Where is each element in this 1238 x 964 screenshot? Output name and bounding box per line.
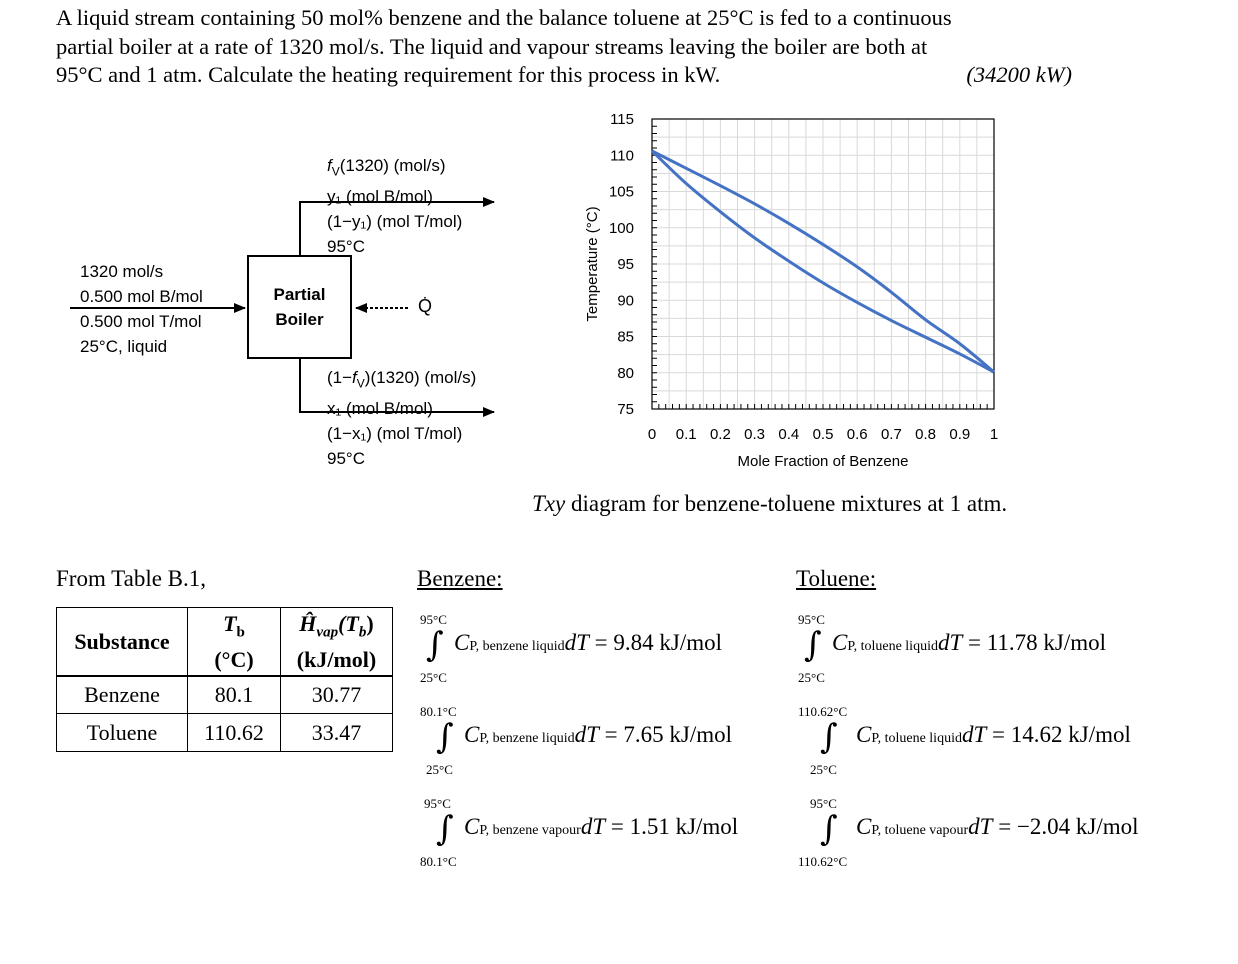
x-axis-label: Mole Fraction of Benzene bbox=[737, 453, 909, 470]
liquid-rate: $(1-f_V)(1320)$ (mol/s) bbox=[327, 368, 477, 391]
integral-sign-glyph: ∫ bbox=[820, 717, 838, 757]
flowsheet-arrows bbox=[0, 0, 620, 480]
integral-expression bbox=[856, 814, 1139, 840]
toluene-heading: Toluene: bbox=[796, 566, 877, 591]
integral-sign-glyph: ∫ bbox=[426, 625, 444, 665]
chart-caption-rest: diagram for benzene-toluene mixtures at 1 atm. bbox=[565, 491, 1008, 516]
integral-lower-limit: 110.62°C bbox=[798, 854, 848, 869]
vapour-stream-labels bbox=[327, 153, 462, 259]
integral-sign-glyph: ∫ bbox=[804, 625, 822, 665]
integral-upper-limit: 110.62°C bbox=[798, 704, 848, 719]
cp-subscript: P, benzene liquid bbox=[479, 731, 575, 746]
liquid-temperature: 95°C bbox=[327, 449, 365, 469]
problem-line-2: partial boiler at a rate of 1320 mol/s. The liquid and vapour streams leaving the boiler are both at bbox=[56, 33, 928, 59]
heat-label: Q̇ bbox=[418, 296, 433, 316]
feed-benzene: 0.500 mol B/mol bbox=[80, 287, 203, 306]
x-tick-label: 0.7 bbox=[880, 426, 902, 443]
cp-subscript: P, benzene liquid bbox=[469, 639, 565, 654]
chart-caption-italic: Txy bbox=[532, 491, 566, 516]
integral-expression bbox=[454, 630, 722, 656]
feed-stream-labels bbox=[80, 259, 203, 359]
property-table bbox=[56, 607, 393, 752]
dt-symbol: dT bbox=[968, 814, 993, 839]
x-tick-label: 0.5 bbox=[812, 426, 834, 443]
header-b-sub: b bbox=[236, 623, 245, 640]
integral-upper-limit: 80.1°C bbox=[420, 704, 457, 719]
integral-upper-limit: 95°C bbox=[798, 612, 825, 627]
cp-symbol: C bbox=[832, 630, 848, 655]
header-unit-c: (°C) bbox=[214, 646, 254, 672]
vapour-rate: $f_V(1320)$ (mol/s) bbox=[327, 156, 446, 179]
integral-expression bbox=[464, 814, 738, 840]
vapour-toluene: (1−y₁) (mol T/mol) bbox=[327, 212, 463, 232]
table-row bbox=[57, 676, 393, 714]
y-tick-label: 95 bbox=[617, 256, 634, 273]
cell-benzene-hvap: 30.77 bbox=[281, 676, 393, 714]
cp-symbol: C bbox=[464, 722, 480, 747]
y-tick-label: 85 bbox=[617, 328, 634, 346]
integral-result: = −2.04 kJ/mol bbox=[992, 814, 1139, 839]
header-h: Ĥ bbox=[299, 610, 317, 636]
feed-toluene: 0.500 mol T/mol bbox=[80, 312, 202, 331]
integral-result: = 14.62 kJ/mol bbox=[986, 722, 1131, 747]
x-tick-label: 0.1 bbox=[675, 426, 697, 443]
y-tick-label: 110 bbox=[610, 147, 634, 165]
chart-caption bbox=[532, 491, 1007, 517]
y-tick-label: 100 bbox=[608, 219, 634, 237]
boiler-label-2: Boiler bbox=[275, 310, 324, 329]
integral-lower-limit: 25°C bbox=[798, 670, 825, 685]
header-vap-sub: vap bbox=[316, 623, 339, 640]
table-intro: From Table B.1, bbox=[56, 566, 207, 591]
integral-result: = 9.84 kJ/mol bbox=[588, 630, 722, 655]
cell-toluene-tb: 110.62 bbox=[188, 714, 281, 752]
integral-lower-limit: 25°C bbox=[426, 762, 453, 777]
x-tick-label: 0.8 bbox=[915, 426, 937, 443]
header-unit-kj: (kJ/mol) bbox=[296, 646, 377, 672]
dt-symbol: dT bbox=[574, 722, 599, 747]
integral-sign-glyph: ∫ bbox=[820, 809, 838, 849]
boiler-label-1: Partial bbox=[273, 285, 326, 304]
dt-symbol: dT bbox=[937, 630, 963, 655]
header-boiling-point bbox=[188, 608, 281, 676]
header-t-paren: (T bbox=[338, 610, 359, 636]
x-tick-label: 0.9 bbox=[949, 426, 971, 443]
integral-lower-limit: 25°C bbox=[420, 670, 447, 685]
cell-benzene-tb: 80.1 bbox=[188, 676, 281, 714]
feed-condition: 25°C, liquid bbox=[80, 337, 168, 356]
vapour-temperature: 95°C bbox=[327, 237, 365, 257]
partial-boiler-unit bbox=[247, 255, 352, 359]
header-close-paren: ) bbox=[366, 610, 374, 636]
integral-result: = 11.78 kJ/mol bbox=[962, 630, 1107, 655]
x-tick-label: 1 bbox=[989, 426, 999, 443]
integral-sign-glyph: ∫ bbox=[436, 809, 454, 849]
x-tick-label: 0.4 bbox=[778, 426, 800, 443]
x-tick-label: 0.6 bbox=[846, 426, 868, 443]
integral-expression bbox=[832, 630, 1106, 656]
x-tick-label: 0 bbox=[647, 426, 657, 443]
integral-expression bbox=[856, 722, 1131, 748]
integral-sign-glyph: ∫ bbox=[436, 717, 454, 757]
y-tick-label: 80 bbox=[617, 364, 634, 382]
header-enthalpy bbox=[281, 608, 393, 676]
header-t: T bbox=[223, 610, 237, 636]
liquid-toluene: (1−x₁) (mol T/mol) bbox=[327, 424, 463, 444]
integral-lower-limit: 25°C bbox=[810, 762, 837, 777]
benzene-heading: Benzene: bbox=[417, 566, 503, 591]
x-tick-label: 0.3 bbox=[744, 426, 766, 443]
cell-benzene-name: Benzene bbox=[57, 676, 188, 714]
cp-subscript: P, toluene liquid bbox=[847, 639, 938, 654]
cell-toluene-name: Toluene bbox=[57, 714, 188, 752]
integral-upper-limit: 95°C bbox=[424, 796, 451, 811]
integral-lower-limit: 80.1°C bbox=[420, 854, 457, 869]
liquid-benzene: x₁ (mol B/mol) bbox=[327, 399, 433, 419]
cell-toluene-hvap: 33.47 bbox=[281, 714, 393, 752]
cp-subscript: P, benzene vapour bbox=[479, 823, 581, 838]
vapour-benzene: y₁ (mol B/mol) bbox=[327, 187, 433, 207]
cp-subscript: P, toluene vapour bbox=[871, 823, 969, 838]
y-tick-label: 90 bbox=[617, 292, 634, 310]
liquid-stream-labels bbox=[327, 365, 476, 471]
dt-symbol: dT bbox=[580, 814, 606, 839]
feed-rate: 1320 mol/s bbox=[80, 262, 164, 281]
dt-symbol: dT bbox=[564, 630, 589, 655]
cp-symbol: C bbox=[464, 814, 480, 839]
header-b-sub-2: b bbox=[358, 623, 367, 640]
integral-upper-limit: 95°C bbox=[810, 796, 837, 811]
problem-line-3-text: 95°C and 1 atm. Calculate the heating requirement for this process in kW. bbox=[56, 62, 721, 87]
header-substance: Substance bbox=[57, 608, 188, 676]
y-tick-label: 75 bbox=[617, 401, 634, 418]
y-tick-label: 105 bbox=[608, 183, 634, 201]
integral-upper-limit: 95°C bbox=[420, 612, 447, 627]
x-tick-label: 0.2 bbox=[709, 426, 731, 443]
integral-result: = 7.65 kJ/mol bbox=[598, 722, 732, 747]
y-axis-label: Temperature (°C) bbox=[584, 206, 601, 322]
table-header-row bbox=[57, 608, 393, 676]
txy-chart bbox=[570, 100, 1030, 480]
problem-line-1: A liquid stream containing 50 mol% benzene and the balance toluene at 25°C is fed to a continuous bbox=[56, 5, 952, 30]
cp-subscript: P, toluene liquid bbox=[871, 731, 962, 746]
table-row bbox=[57, 714, 393, 752]
integral-result: = 1.51 kJ/mol bbox=[605, 814, 739, 839]
y-tick-label: 115 bbox=[610, 111, 634, 128]
cp-symbol: C bbox=[856, 722, 872, 747]
cp-symbol: C bbox=[454, 630, 470, 655]
answer-text: (34200 kW) bbox=[966, 62, 1072, 87]
dt-symbol: dT bbox=[961, 722, 987, 747]
cp-symbol: C bbox=[856, 814, 872, 839]
integral-expression bbox=[464, 722, 732, 748]
